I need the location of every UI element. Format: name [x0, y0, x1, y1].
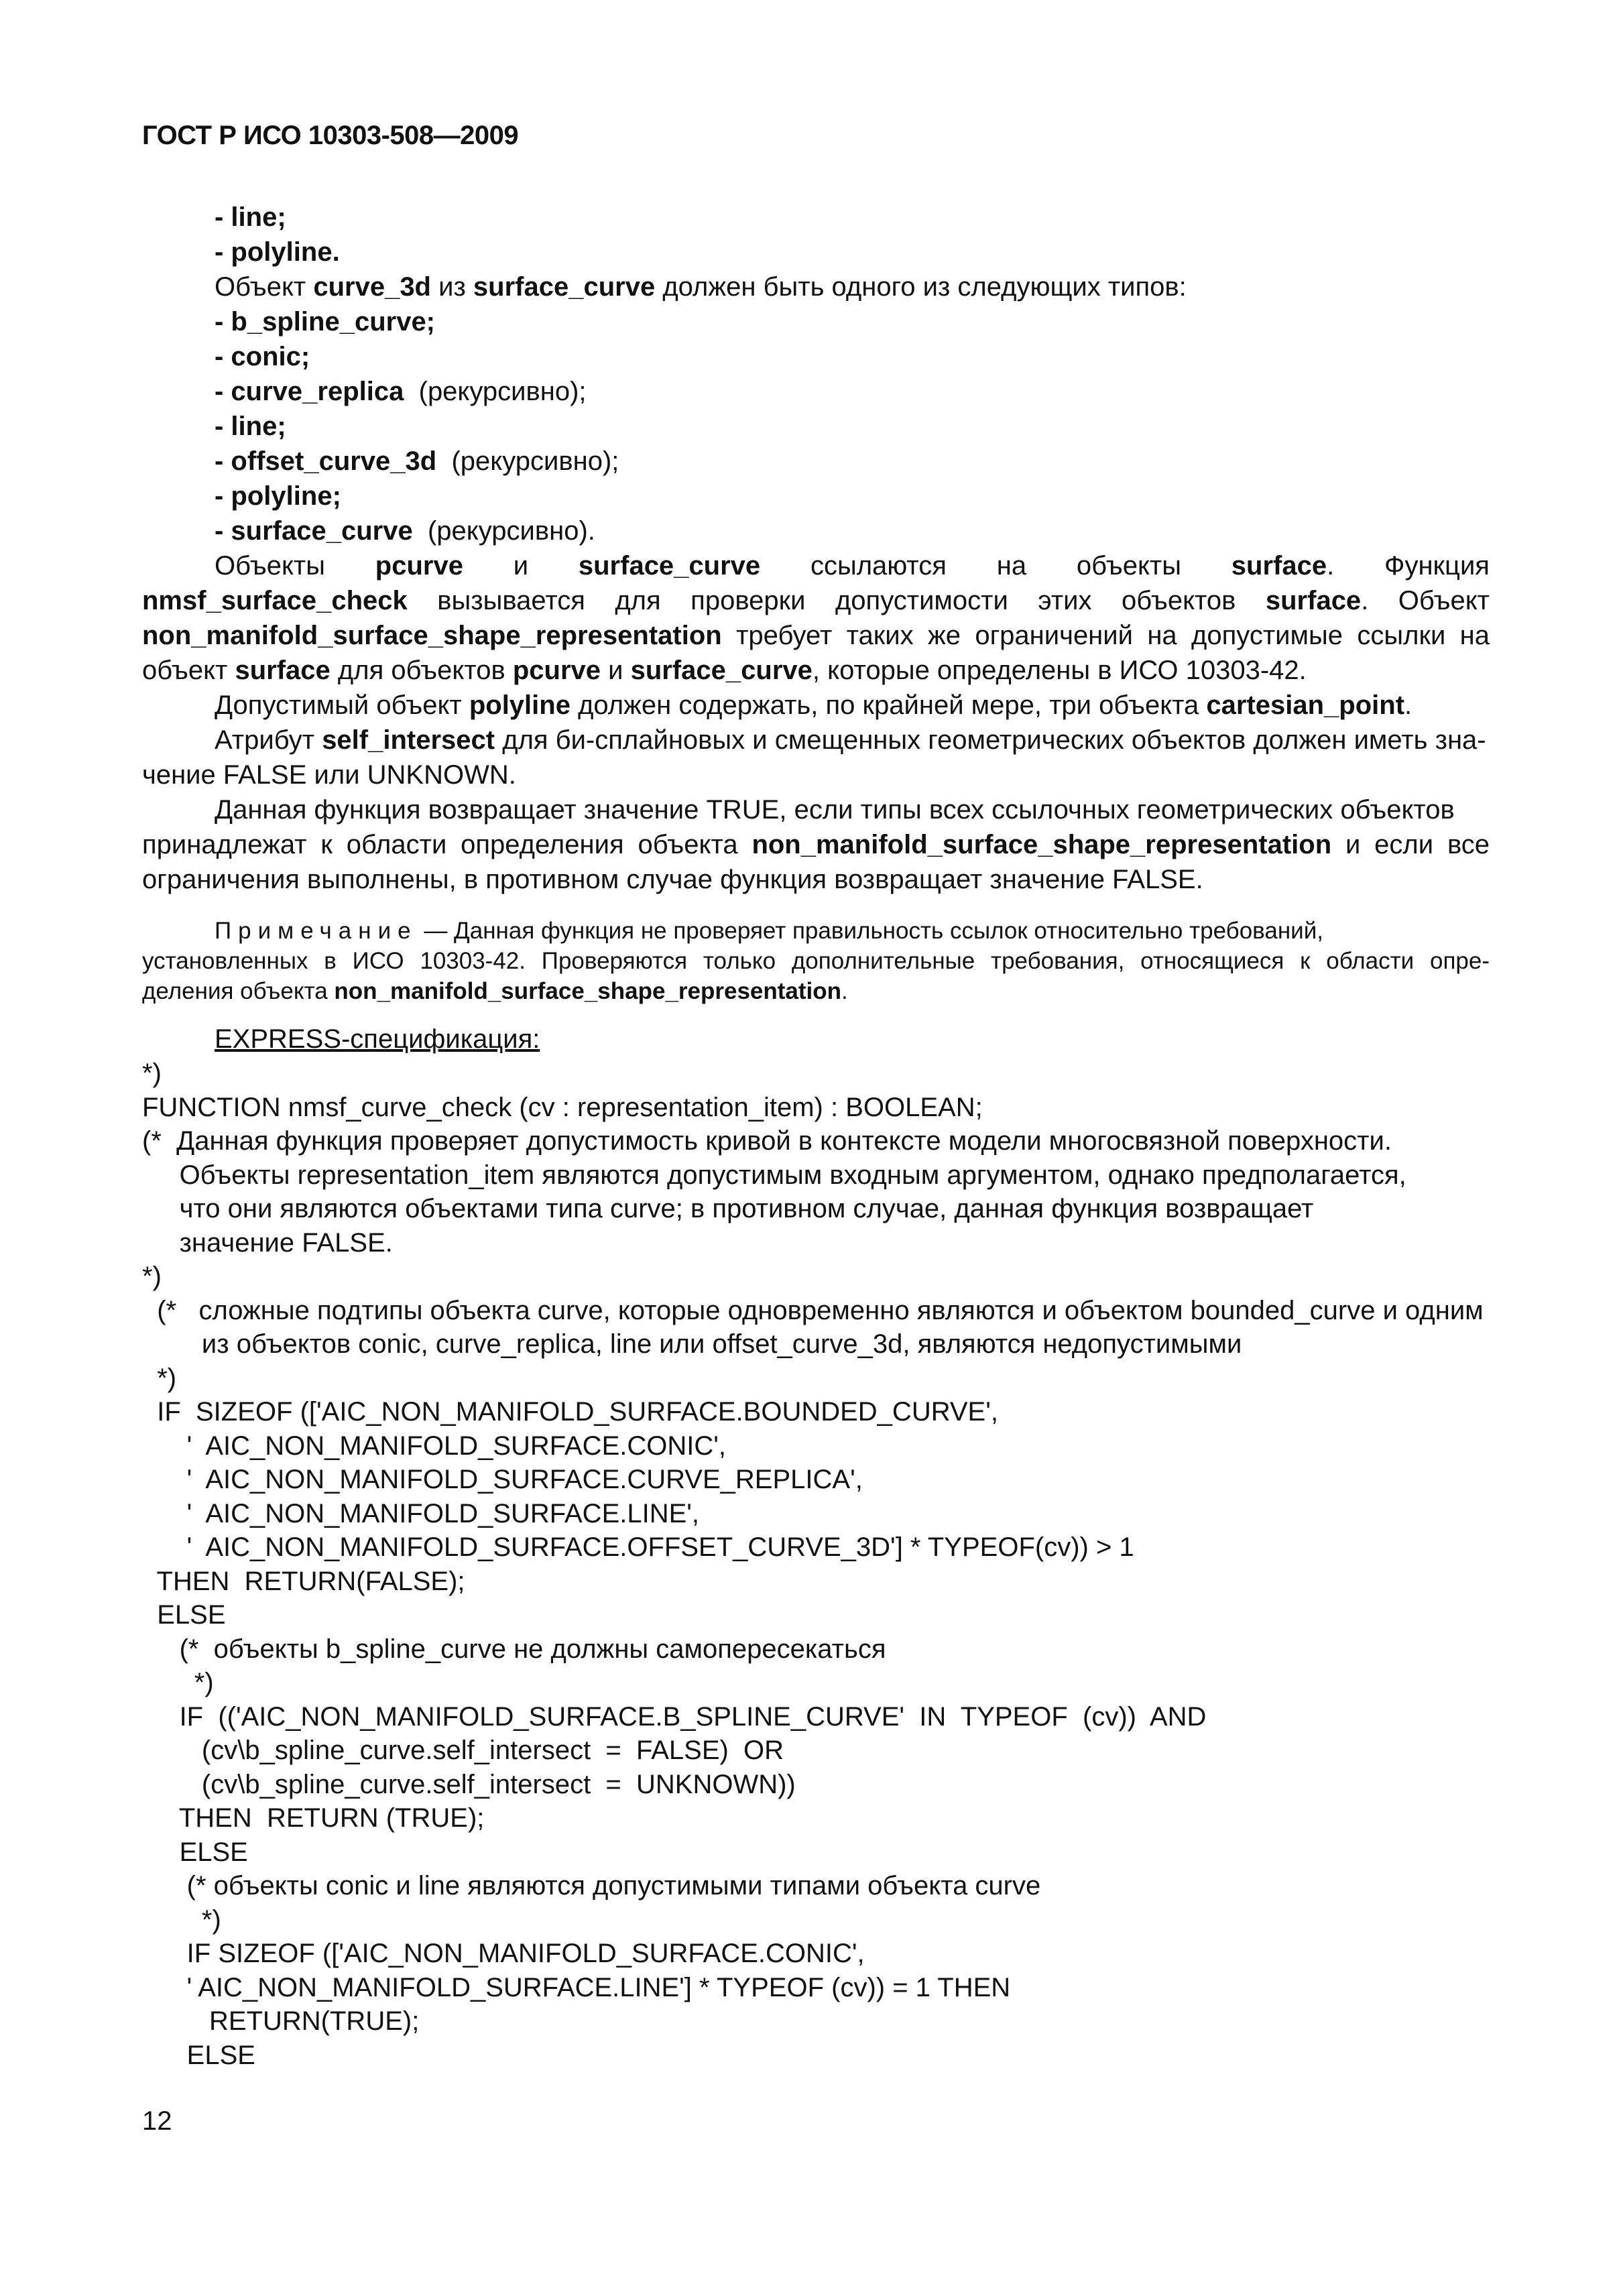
code-line: THEN RETURN (TRUE); — [142, 1803, 485, 1833]
list-item: - line; — [215, 202, 286, 232]
code-line: *) — [142, 1262, 162, 1291]
code-line: IF (('AIC_NON_MANIFOLD_SURFACE.B_SPLINE_CURVE' IN TYPEOF (cv)) AND — [142, 1701, 1207, 1732]
paragraph-line: принадлежат к области определения объекта non_manifold_surface_shape_representation и если все — [142, 830, 1490, 859]
list-item: - polyline; — [215, 481, 341, 511]
express-spec-label: EXPRESS-спецификация: — [215, 1024, 540, 1054]
body-text — [142, 200, 1490, 897]
paragraph-line: non_manifold_surface_shape_representation требует таких же ограничений на допустимые ссылки на — [142, 621, 1490, 650]
express-code-block — [142, 1056, 1490, 2072]
code-line: значение FALSE. — [142, 1227, 393, 1258]
code-line: (* объекты b_spline_curve не должны самопересекаться — [142, 1634, 886, 1664]
code-line: ELSE — [142, 1600, 226, 1630]
code-line: THEN RETURN(FALSE); — [142, 1566, 465, 1596]
code-line: *) — [142, 1059, 162, 1088]
list-item: - surface_curve (рекурсивно). — [215, 516, 595, 546]
code-line: IF SIZEOF (['AIC_NON_MANIFOLD_SURFACE.CONIC', — [142, 1939, 865, 1968]
code-line: ' AIC_NON_MANIFOLD_SURFACE.CURVE_REPLICA', — [142, 1465, 863, 1494]
express-label-block — [142, 1022, 1490, 1056]
code-line: FUNCTION nmsf_curve_check (cv : representation_item) : BOOLEAN; — [142, 1092, 983, 1122]
list-item: - offset_curve_3d (рекурсивно); — [215, 446, 619, 476]
note-block — [142, 916, 1490, 1006]
code-line: RETURN(TRUE); — [142, 2006, 420, 2036]
paragraph-line: ограничения выполнены, в противном случае функция возвращает значение FALSE. — [142, 865, 1203, 894]
code-line: (* объекты conic и line являются допустимыми типами объекта curve — [142, 1871, 1041, 1900]
code-line: ELSE — [142, 1837, 248, 1867]
note-line: установленных в ИСО 10303-42. Проверяются только дополнительные требования, относящиеся к области опре- — [142, 948, 1490, 974]
paragraph-line: Атрибут self_intersect для би-сплайновых и смещенных геометрических объектов должен иметь зна- — [215, 725, 1486, 755]
paragraph-line: чение FALSE или UNKNOWN. — [142, 760, 516, 790]
code-line: ' AIC_NON_MANIFOLD_SURFACE.LINE', — [142, 1498, 700, 1528]
code-line: ' AIC_NON_MANIFOLD_SURFACE.CONIC', — [142, 1431, 726, 1461]
paragraph-line: объект surface для объектов pcurve и surface_curve, которые определены в ИСО 10303-42. — [142, 656, 1307, 685]
list-item: - line; — [215, 412, 286, 441]
code-line: (cv\b_spline_curve.self_intersect = UNKNOWN)) — [142, 1769, 796, 1799]
code-line: IF SIZEOF (['AIC_NON_MANIFOLD_SURFACE.BOUNDED_CURVE', — [142, 1397, 998, 1427]
list-item: - curve_replica (рекурсивно); — [215, 377, 587, 406]
code-line: *) — [142, 1905, 221, 1935]
code-line: (* сложные подтипы объекта curve, которые одновременно являются и объектом bounded_curve и одним — [142, 1295, 1484, 1325]
note-label: Примечание — [215, 918, 418, 944]
document-header: ГОСТ Р ИСО 10303-508—2009 — [142, 121, 519, 150]
paragraph-line: Объекты pcurve и surface_curve ссылаются на объекты surface. Функция — [215, 551, 1490, 581]
code-line: (* Данная функция проверяет допустимость кривой в контексте модели многосвязной поверхности. — [142, 1126, 1392, 1156]
list-item: - b_spline_curve; — [215, 307, 436, 337]
note-line: деления объекта non_manifold_surface_shape_representation. — [142, 978, 848, 1004]
note-line: Примечание — Данная функция не проверяет правильность ссылок относительно требований, — [215, 918, 1324, 944]
code-line: ELSE — [142, 2040, 255, 2070]
list-item: - conic; — [215, 342, 310, 371]
paragraph-line: Данная функция возвращает значение TRUE, если типы всех ссылочных геометрических объектов — [215, 795, 1455, 825]
code-line: *) — [142, 1668, 214, 1697]
code-line: ' AIC_NON_MANIFOLD_SURFACE.LINE'] * TYPEOF (cv)) = 1 THEN — [142, 1972, 1011, 2002]
code-line: *) — [142, 1363, 177, 1393]
code-line: (cv\b_spline_curve.self_intersect = FALSE) OR — [142, 1736, 784, 1765]
paragraph: Объект curve_3d из surface_curve должен быть одного из следующих типов: — [215, 272, 1187, 302]
paragraph-line: nmsf_surface_check вызывается для проверки допустимости этих объектов surface. Объект — [142, 586, 1490, 615]
code-line: из объектов conic, curve_replica, line или offset_curve_3d, являются недопустимыми — [142, 1329, 1242, 1359]
code-line: что они являются объектами типа curve; в противном случае, данная функция возвращает — [142, 1194, 1314, 1223]
code-line: Объекты representation_item являются допустимым входным аргументом, однако предполагается, — [142, 1160, 1406, 1190]
paragraph: Допустимый объект polyline должен содержать, по крайней мере, три объекта cartesian_point. — [215, 690, 1412, 720]
code-line: ' AIC_NON_MANIFOLD_SURFACE.OFFSET_CURVE_3D'] * TYPEOF(cv)) > 1 — [142, 1532, 1134, 1562]
list-item: - polyline. — [215, 237, 340, 267]
page-number: 12 — [142, 2106, 172, 2136]
